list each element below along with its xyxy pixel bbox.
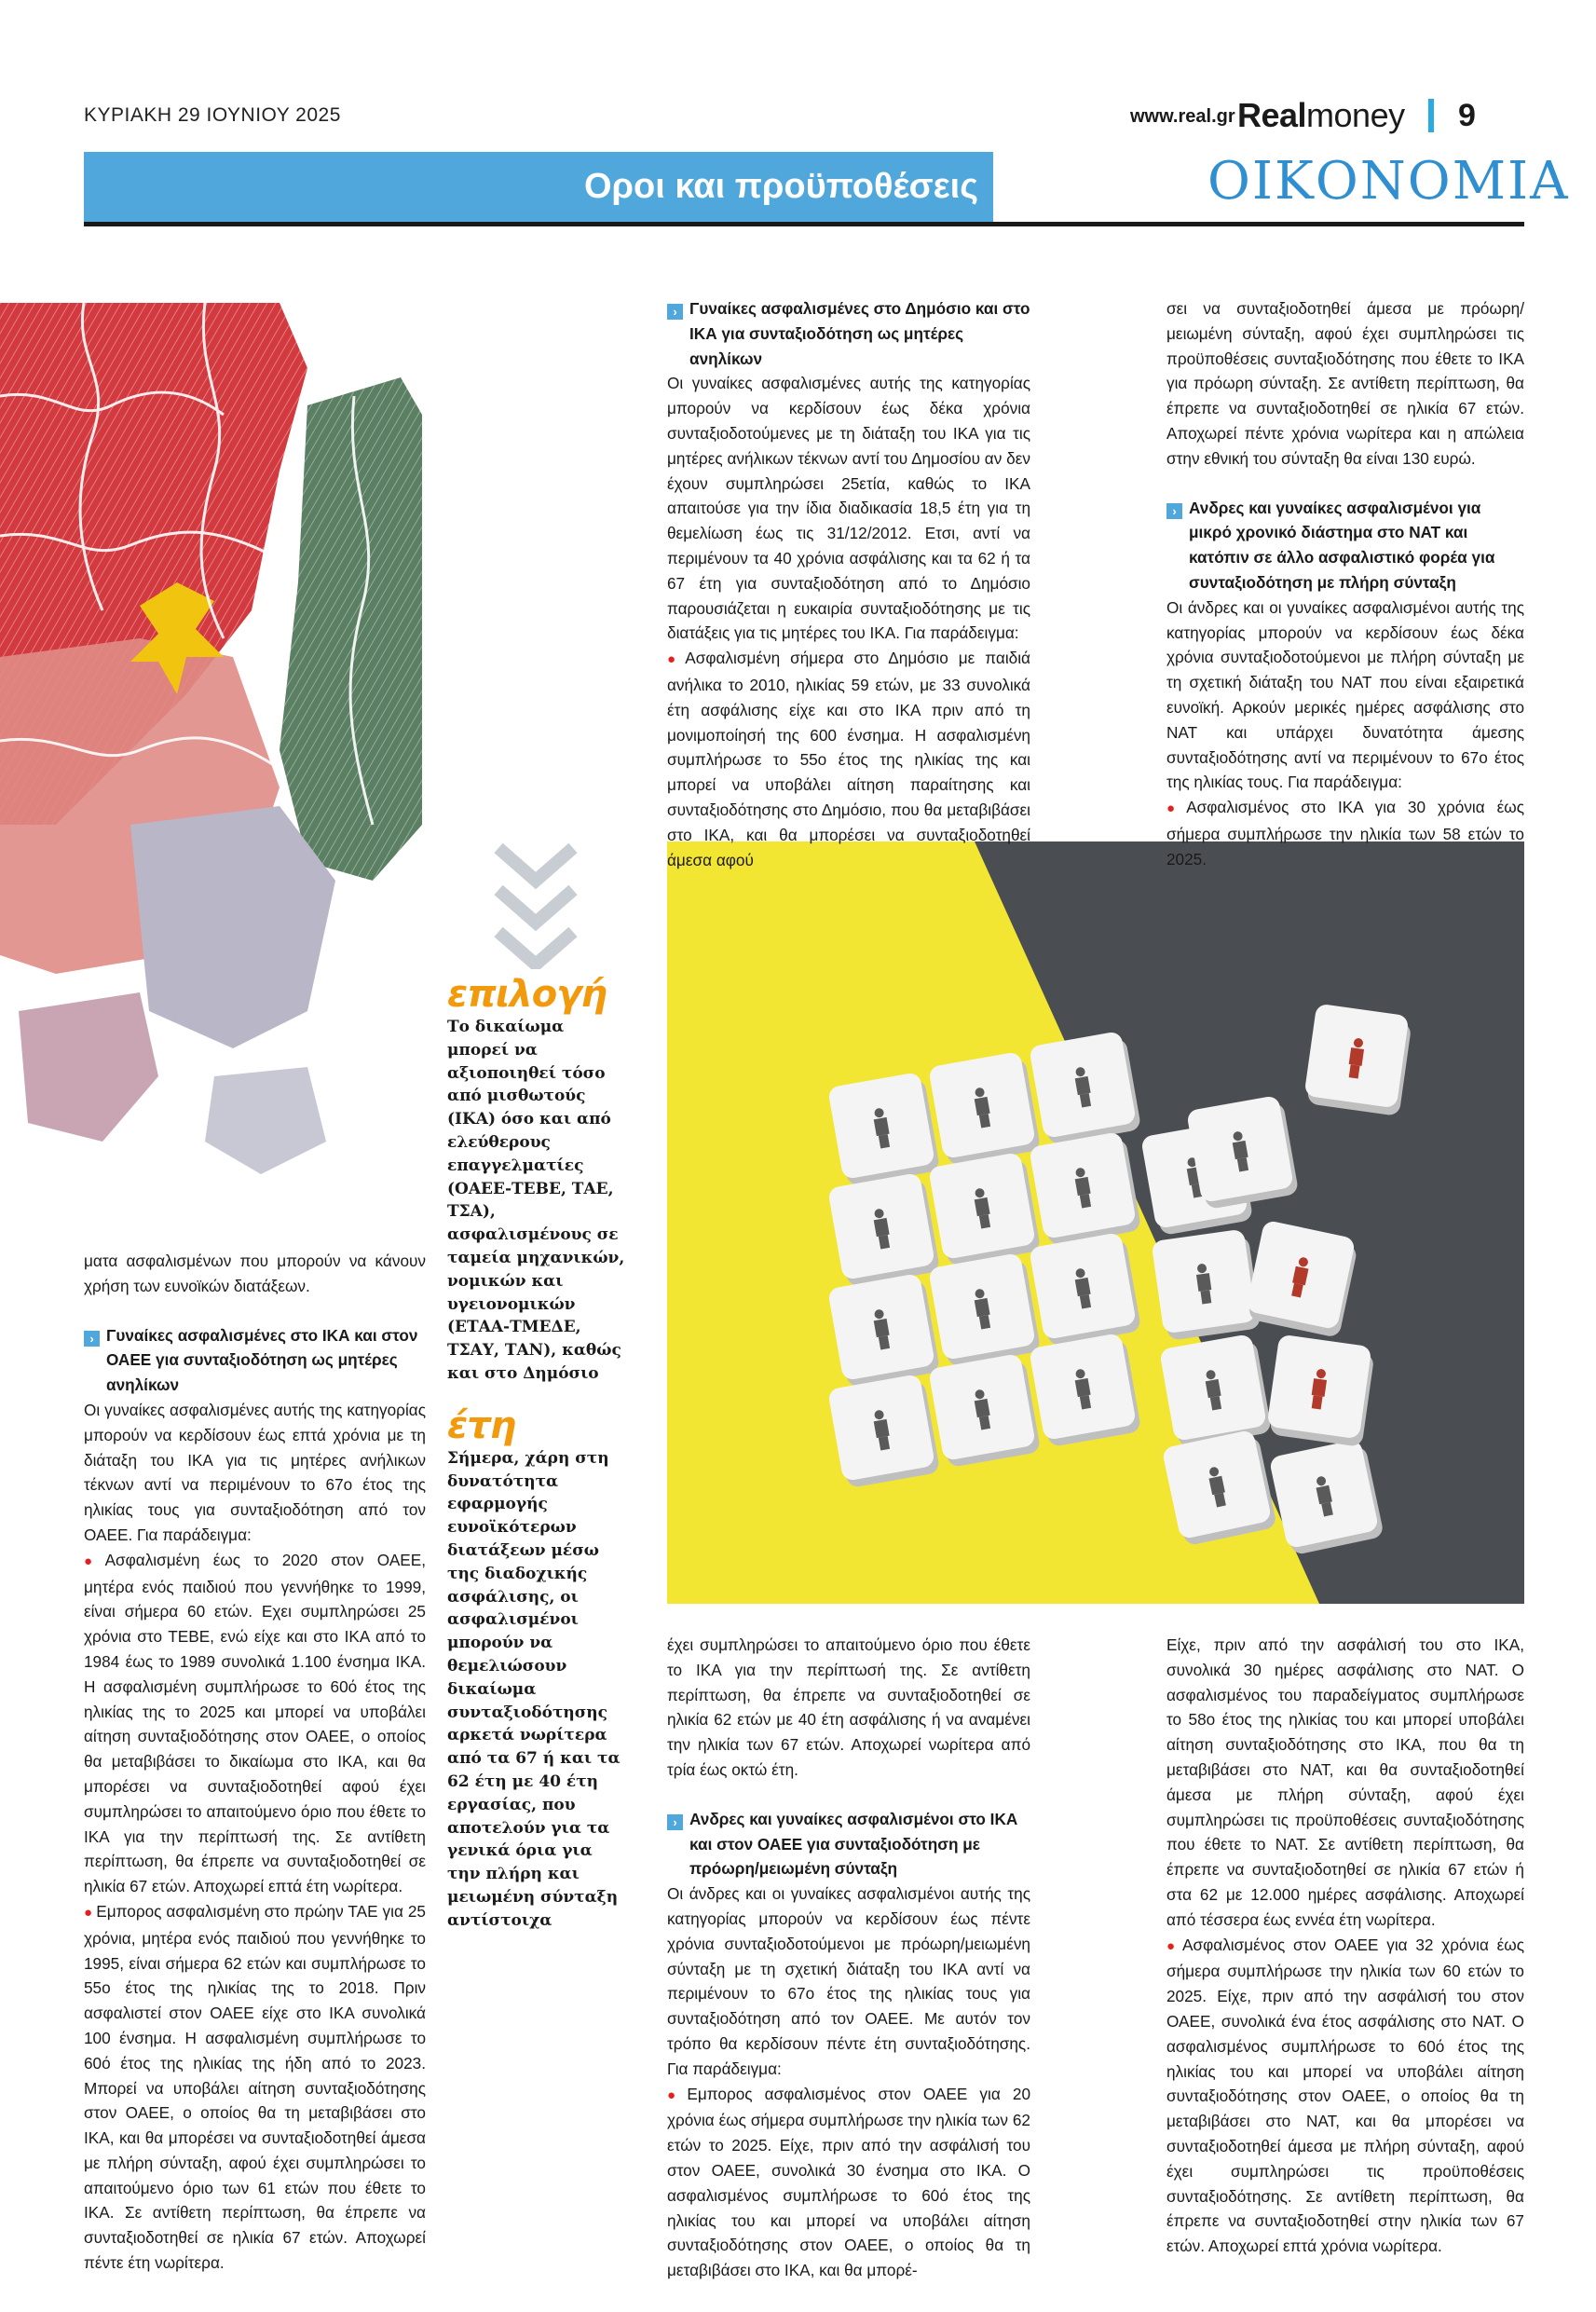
page-number: 9 xyxy=(1458,98,1476,133)
bullet-dot-icon: ● xyxy=(84,1904,93,1921)
cube xyxy=(1029,1231,1141,1347)
issue-date: ΚΥΡΙΑΚΗ 29 ΙΟΥΝΙΟΥ 2025 xyxy=(84,104,341,126)
col3top-bullet-1 xyxy=(1166,795,1524,871)
cube xyxy=(1159,1333,1272,1448)
brand-block xyxy=(1130,97,1512,134)
cube xyxy=(928,1151,1041,1266)
sidebar-text-years: Σήμερα, χάρη στη δυνατότητα εφαρμογής ευνοϊκότερων διατάξεων μέσω της διαδοχικής ασφάλισης, οι ασφαλισμένοι μπορούν να θεμελιώσουν δικαίωμα συνταξιοδότησης αρκετά νωρίτερα από τα 67 ή και τα 62 έτη με 40 έτη εργασίας, που αποτελούν για τα γενικά όρια για την πλήρη και μειωμένη σύνταξη αντίστοιχα xyxy=(447,1448,621,1930)
arrow-icon: › xyxy=(1166,503,1182,519)
col1-p1: Οι γυναίκες ασφαλισμένες αυτής της κατηγορίας μπορούν να κερδίσουν έως επτά χρόνια με τη διάταξη του ΙΚΑ για τις μητέρες ανήλικων τέκνων αντί να περιμένουν το 67ο έτος της ηλικίας τους για συνταξιοδότηση από τον ΟΑΕΕ. Για παράδειγμα: xyxy=(84,1400,426,1544)
cubes-image xyxy=(667,841,1524,1604)
cube xyxy=(1269,1438,1385,1556)
col2bot-heading xyxy=(667,1807,1030,1881)
col2bot-bullet-1 xyxy=(667,2082,1030,2283)
cubes-illustration xyxy=(667,841,1524,1604)
cube xyxy=(928,1050,1041,1166)
logo xyxy=(1237,97,1405,134)
col2top-heading-text: Γυναίκες ασφαλισμένες στο Δημόσιο και στο ΙΚΑ για συνταξιοδότηση ως μητέρες ανηλίκων xyxy=(689,299,1030,368)
col1-bullet-1-text: Ασφαλισμένη έως το 2020 στον ΟΑΕΕ, μητέρα ενός παιδιού που γεννήθηκε το 1999, είναι σήμερα 60 ετών. Εχει συμπληρώσει 25 χρόνια στο ΤΕΒΕ, ενώ είχε και στο ΙΚΑ από το 1984 έως το 1989 συνολικά 1.100 ένσημα ΙΚΑ. Η ασφαλισμένη συμπλήρωσε το 60ό έτος της ηλικίας της το 2025 και μπορεί να υποβάλει αίτηση συνταξιοδότησης στον ΟΑΕΕ, ο οποίος θα μεταβιβάσει το δικαίωμα στο ΙΚΑ, και θα μπορέσει να συνταξιοδοτηθεί αφού έχει συμπληρώσει το απαιτούμενο όριο που έθετε το ΙΚΑ για την περίπτωσή της. Σε αντίθετη περίπτωση, θα έπρεπε να συνταξιοδοτηθεί σε ηλικία 67 ετών. Αποχωρεί επτά έτη νωρίτερα. xyxy=(84,1550,427,1896)
arrow-icon: › xyxy=(667,1814,683,1830)
cube xyxy=(827,1171,940,1287)
col2top-bullet-1 xyxy=(667,646,1030,872)
section-title: ΟΙΚΟΝΟΜΙΑ xyxy=(1207,151,1570,212)
col2bot-p1: Οι άνδρες και οι γυναίκες ασφαλισμένοι αυτής της κατηγορίας μπορούν να κερδίσουν έως πέντε χρόνια συνταξιοδοτούμενοι με πρόωρη/μειωμένη σύνταξη με τη σχετική διάταξη του ΙΚΑ αντί να περιμένουν το 67ο έτος της ηλικίας τους για συνταξιοδότηση από τον ΟΑΕΕ. Με αυτόν τον τρόπο θα κερδίσουν πέντε έτη συνταξιοδότησης. Για παράδειγμα: xyxy=(667,1884,1030,2078)
col3bot-bullet-1 xyxy=(1166,1933,1524,2259)
col2top-bullet-1-text: Ασφαλισμένη σήμερα στο Δημόσιο με παιδιά ανήλικα το 2010, ηλικίας 59 ετών, με 33 συνολικά έτη ασφάλισης είχε και στο ΙΚΑ πριν από τη μονιμοποίησή της 600 ένσημα. Η ασφαλισμένη συμπλήρωσε το 55ο έτος της ηλικίας της και μπορεί να υποβάλει αίτηση παραίτησης και συνταξιοδότησης στο Δημόσιο, που θα μεταβιβάσει στο ΙΚΑ, και θα μπορέσει να συνταξιοδοτηθεί άμεσα αφού xyxy=(667,649,1030,869)
bullet-dot-icon: ● xyxy=(667,651,682,668)
bullet-dot-icon: ● xyxy=(1166,800,1183,817)
col3top-bullet-1-text: Ασφαλισμένος στο ΙΚΑ για 30 χρόνια έως σήμερα συμπλήρωσε την ηλικία των 58 ετών το 2025. xyxy=(1166,798,1524,869)
col3top-p1: Οι άνδρες και οι γυναίκες ασφαλισμένοι αυτής της κατηγορίας μπορούν να κερδίσουν έως δέκα χρόνια συνταξιοδοτούμενοι με πλήρη σύνταξη με τη σχετική διάταξη του ΝΑΤ που είναι εξαιρετικά ευνοϊκή. Αρκούν μερικές ημέρες ασφάλισης στο ΝΑΤ και υπάρχει δυνατότητα άμεσης συνταξιοδότησης αντί να περιμένουν το 67ο έτος της ηλικίας τους. Για παράδειγμα: xyxy=(1166,597,1524,792)
sidebar-text-choice: Το δικαίωμα μπορεί να αξιοποιηθεί τόσο από μισθωτούς (ΙΚΑ) όσο και από ελεύθερους επαγγελματίες (ΟΑΕΕ-ΤΕΒΕ, ΤΑΕ, ΤΣΑ), ασφαλισμένους σε ταμεία μηχανικών, νομικών και υγειονομικών (ΕΤΑΑ-ΤΜΕΔΕ, ΤΣΑΥ, ΤΑΝ), καθώς και στο Δημόσιο xyxy=(447,1018,625,1383)
cube xyxy=(1265,1334,1375,1447)
column-1 xyxy=(84,1249,426,2276)
cube xyxy=(928,1252,1041,1367)
header-rule xyxy=(84,222,1524,226)
col2top-p1: Οι γυναίκες ασφαλισμένες αυτής της κατηγορίας μπορούν να κερδίσουν έως δέκα χρόνια συνταξιοδοτούμενες με τη διάταξη του ΙΚΑ για τις μητέρες ανήλικων τέκνων αντί του Δημοσίου αν δεν έχουν συμπληρώσει 25ετία, καθώς το ΙΚΑ απαιτούσε για την ίδια διαδικασία 18,5 έτη για τη θεμελίωση έως τις 31/12/2012. Ετσι, αντί να περιμένουν τα 40 χρόνια ασφάλισης και τα 62 ή τα 67 έτη για συνταξιοδότηση από το Δημόσιο παρουσιάζεται η ευκαιρία συνταξιοδότησης με τις διατάξεις για τις μητέρες του ΙΚΑ. Για παράδειγμα: xyxy=(667,374,1030,643)
col1-bullet-2-text: Εμπορος ασφαλισμένη στο πρώην ΤΑΕ για 25 χρόνια, μητέρα ενός παιδιού που γεννήθηκε το 1995, είναι σήμερα 62 ετών και συμπλήρωσε το 55ο έτος της ηλικίας της το 2018. Πριν ασφαλιστεί στον ΟΑΕΕ είχε στο ΙΚΑ συνολικά 100 ένσημα. Η ασφαλισμένη συμπλήρωσε το 60ό έτος της ηλικίας της ήδη από το 2023. Μπορεί να υποβάλει αίτηση συνταξιοδότησης στον ΟΑΕΕ, ο οποίος θα τη μεταβιβάσει στο ΙΚΑ, και θα μπορέσει να συνταξιοδοτηθεί άμεσα με πλήρη σύνταξη, αφού έχει συμπληρώσει το απαιτούμενο όριο των 61 ετών που έθετε το ΙΚΑ. Σε αντίθετη περίπτωση, θα έπρεπε να συνταξιοδοτηθεί σε ηλικία 67 ετών. Αποχωρεί πέντε έτη νωρίτερα. xyxy=(84,1901,426,2273)
cube xyxy=(827,1373,940,1488)
banner-title: Οροι και προϋποθέσεις xyxy=(583,167,978,206)
cube xyxy=(1303,1004,1412,1116)
sidebar-label-years: έτη xyxy=(447,1403,516,1447)
col2bot-heading-text: Ανδρες και γυναίκες ασφαλισμένοι στο ΙΚΑ και στον ΟΑΕΕ για συνταξιοδότηση με πρόωρη/μειωμένη σύνταξη xyxy=(689,1809,1018,1879)
cube xyxy=(827,1272,940,1388)
column-3-top xyxy=(1166,296,1524,872)
site-url[interactable]: www.real.gr xyxy=(1130,106,1235,127)
cube xyxy=(1186,1094,1299,1210)
chevron-decoration-icon xyxy=(489,839,582,969)
col3bot-bullet-1-text: Ασφαλισμένος στον ΟΑΕΕ για 32 χρόνια έως σήμερα συμπλήρωσε την ηλικία των 60 ετών το 2025. Είχε, πριν από την ασφάλισή του στον ΟΑΕΕ, συνολικά ένα έτος ασφάλισης στο ΝΑΤ. Ο ασφαλισμένος συμπλήρωσε το 60ό έτος της ηλικίας του και μπορεί να υποβάλει αίτηση συνταξιοδότησης στον ΟΑΕΕ, ο οποίος θα τη μεταβιβάσει στο ΝΑΤ, και θα μπορέσει να συνταξιοδοτηθεί άμεσα με πλήρη σύνταξη, αφού έχει συμπληρώσει τις προϋποθέσεις συνταξιοδότησης. Σε αντίθετη περίπτωση, θα έπρεπε να συνταξιοδοτηθεί στην ηλικία των 67 ετών. Αποχωρεί επτά χρόνια νωρίτερα. xyxy=(1166,1935,1525,2256)
bullet-dot-icon: ● xyxy=(84,1553,102,1569)
col1-bullet-1 xyxy=(84,1548,426,1899)
col1-intro: ματα ασφαλισμένων που μπορούν να κάνουν χρήση των ευνοϊκών διατάξεων. xyxy=(84,1252,426,1295)
cube xyxy=(1029,1130,1141,1246)
column-2-top xyxy=(667,296,1030,872)
arrow-icon: › xyxy=(84,1331,100,1347)
column-2-bottom xyxy=(667,1633,1030,2283)
bullet-dot-icon: ● xyxy=(1166,1937,1180,1954)
arrow-icon: › xyxy=(667,304,683,320)
col3top-heading-text: Ανδρες και γυναίκες ασφαλισμένοι για μικρό χρονικό διάστημα στο ΝΑΤ και κατόπιν σε άλλο ασφαλιστικό φορέα για συνταξιοδότηση με πλήρη σύνταξη xyxy=(1189,498,1495,592)
sidebar-label-choice: επιλογή xyxy=(447,973,607,1016)
puzzle-illustration xyxy=(0,303,422,1183)
cube xyxy=(1152,1228,1262,1341)
col3bot-p0: Είχε, πριν από την ασφάλισή του στο ΙΚΑ, συνολικά 30 ημέρες ασφάλισης στο ΝΑΤ. Ο ασφαλισμένος του παραδείγματος συμπλήρωσε το 58ο έτος της ηλικίας του και μπορεί υποβάλει αίτηση συνταξιοδότησης στο ΙΚΑ, που θα τη μεταβιβάσει στο ΝΑΤ, και θα συνταξιοδοτηθεί άμεσα με πλήρη σύνταξη, αφού έχει συμπληρώσει τις προϋποθέσεις συνταξιοδότησης που έθετε το ΝΑΤ. Σε αντίθετη περίπτωση, θα έπρεπε να συνταξιοδοτηθεί σε ηλικία 67 ετών ή στα 62 με 12.000 ημέρες ασφάλισης. Αποχωρεί από τέσσερα έως εννέα έτη νωρίτερα. xyxy=(1166,1635,1524,1929)
sidebar-box xyxy=(447,973,625,1932)
column-3-bottom xyxy=(1166,1633,1524,2259)
col3top-p0: σει να συνταξιοδοτηθεί άμεσα με πρόωρη/μειωμένη σύνταξη, αφού έχει συμπληρώσει τις προϋποθέσεις συνταξιοδότησης που έθετε το ΙΚΑ για πρόωρη σύνταξη. Σε αντίθετη περίπτωση, θα έπρεπε να συνταξιοδοτηθεί σε ηλικία 67 ετών. Αποχωρεί πέντε χρόνια νωρίτερα και η απώλεια στην εθνική του σύνταξη θα είναι 130 ευρώ. xyxy=(1166,299,1524,468)
cube xyxy=(1029,1030,1141,1145)
col1-bullet-2 xyxy=(84,1899,426,2276)
cube xyxy=(1029,1332,1141,1447)
cube xyxy=(1162,1429,1277,1547)
puzzle-image xyxy=(0,303,422,1183)
col2bot-bullet-1-text: Εμπορος ασφαλισμένος στον ΟΑΕΕ για 20 χρόνια έως σήμερα συμπλήρωσε την ηλικία των 62 ετών το 2025. Είχε, πριν από την ασφάλισή του στον ΟΑΕΕ, συνολικά 30 ένσημα στο ΙΚΑ. Ο ασφαλισμένος συμπλήρωσε το 60ό έτος της ηλικίας του και μπορεί να υποβάλει αίτηση συνταξιοδότησης στον ΟΑΕΕ, ο οποίος θα τη μεταβιβάσει στο ΙΚΑ, και θα μπορέ- xyxy=(667,2084,1031,2280)
col3top-heading xyxy=(1166,496,1524,595)
col2top-heading xyxy=(667,296,1030,371)
logo-separator xyxy=(1428,99,1434,132)
col1-heading-text: Γυναίκες ασφαλισμένες στο ΙΚΑ και στον ΟΑΕΕ για συνταξιοδότηση ως μητέρες ανηλίκων xyxy=(106,1325,418,1395)
col2bot-p0: έχει συμπληρώσει το απαιτούμενο όριο που έθετε το ΙΚΑ για την περίπτωσή της. Σε αντίθετη περίπτωση, θα έπρεπε να συνταξιοδοτηθεί σε ηλικία 62 ετών με 40 έτη ασφάλισης ή να αναμένει την ηλικία των 67 ετών. Αποχωρεί νωρίτερα από τρία έως οκτώ έτη. xyxy=(667,1635,1030,1779)
bullet-dot-icon: ● xyxy=(667,2086,684,2103)
cube xyxy=(827,1071,940,1186)
cube xyxy=(1244,1220,1359,1338)
cube xyxy=(928,1352,1041,1468)
logo-light: money xyxy=(1306,96,1405,134)
col1-heading xyxy=(84,1323,426,1398)
logo-bold: Real xyxy=(1237,96,1307,134)
